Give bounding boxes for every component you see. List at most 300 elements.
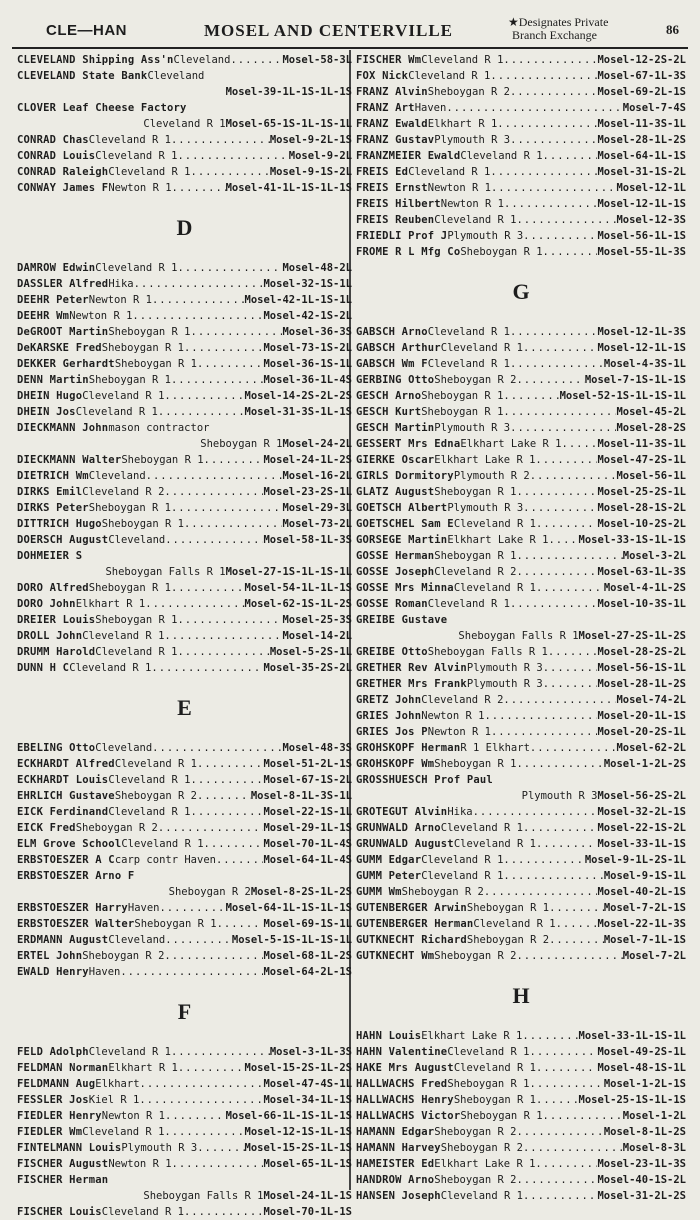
listing-name: CONWAY James F [17, 182, 109, 194]
listing-row [17, 612, 352, 628]
listing-address: Sheboygan R 1 [434, 758, 517, 770]
listing-row [17, 52, 352, 68]
listing-phone: Mosel-54-1L-1L-1S [244, 582, 352, 594]
leader-dots [543, 244, 598, 260]
leader-dots [516, 756, 603, 772]
listing-address: Newton R 1 [440, 198, 504, 210]
listing-phone: Mosel-48-2L [282, 262, 352, 274]
listing-address: Sheboygan R 1 [434, 486, 517, 498]
listing-address: Sheboygan R 1 [101, 518, 184, 530]
listing-phone: Mosel-3-1L-3S [269, 1046, 352, 1058]
listing-phone: Mosel-12-3S [616, 214, 686, 226]
listing-phone: Mosel-9-1S-2L [269, 166, 352, 178]
listing-name: EBELING Otto [17, 742, 96, 754]
listing-name: CONRAD Raleigh [17, 166, 109, 178]
listing-name: GUTENBERGER Herman [356, 918, 474, 930]
leader-dots [543, 1108, 623, 1124]
listing-row [356, 132, 686, 148]
listing-phone: Mosel-70-1L-4S [263, 838, 352, 850]
listing-address: Newton R 1 [427, 182, 491, 194]
leader-dots [204, 836, 264, 852]
listing-phone: Mosel-28-1S-2L [597, 502, 686, 514]
listing-address: Cleveland R 1 [95, 262, 178, 274]
leader-dots [490, 164, 597, 180]
listing-address: Cleveland R 1 [75, 406, 158, 418]
leader-dots [197, 756, 263, 772]
listing-address: Sheboygan R 1 [121, 454, 204, 466]
listing-address: Newton R 1 [108, 1158, 172, 1170]
listing-address: Sheboygan R 2 [401, 886, 484, 898]
listing-address: Sheboygan R 1 [466, 902, 550, 914]
listing-name: GABSCH Arno [356, 326, 428, 338]
leader-dots [204, 452, 264, 468]
listing-row [356, 724, 686, 740]
listing-row [356, 772, 686, 788]
listing-address: Sheboygan R 2 [466, 934, 550, 946]
leader-dots [543, 148, 598, 164]
listing-phone: Mosel-64-1L-1S-1L-1S [225, 902, 352, 914]
listing-row [356, 564, 686, 580]
listing-phone: Mosel-48-1S-1L [597, 1062, 686, 1074]
listing-address: Cleveland R 1 [440, 342, 523, 354]
listing-row [356, 740, 686, 756]
listing-phone: Mosel-58-1L-3S [263, 534, 352, 546]
listing-row [17, 820, 352, 836]
listing-phone: Mosel-12-1L-1S [597, 198, 686, 210]
listing-phone: Mosel-22-1S-2L [597, 822, 686, 834]
listing-name: FIEDLER Wm [17, 1126, 83, 1138]
listing-address: Cleveland R 1 [95, 150, 178, 162]
listing-address: Cleveland R 1 [473, 918, 556, 930]
listing-address: Cleveland R 1 [421, 54, 504, 66]
leader-dots [184, 1204, 264, 1220]
listing-name: DITTRICH Hugo [17, 518, 102, 530]
listing-address: Sheboygan R 1 [200, 438, 283, 450]
listing-address: Sheboygan R 1 [108, 326, 191, 338]
listing-row [356, 388, 686, 404]
listing-row [356, 164, 686, 180]
listing-address: Haven [127, 902, 160, 914]
listing-address: Cleveland R 1 [88, 1046, 171, 1058]
listing-phone: Mosel-11-3S-1L [597, 118, 686, 130]
listing-continuation [17, 116, 352, 132]
listing-row [356, 228, 686, 244]
listing-name: GRIES John [356, 710, 422, 722]
listing-row [17, 420, 352, 436]
listing-phone: Mosel-49-2S-1L [597, 1046, 686, 1058]
listing-address: Plymouth R 3 [447, 230, 524, 242]
listing-name: DROLL John [17, 630, 83, 642]
listing-phone: Mosel-25-2S-1L [597, 486, 686, 498]
listing-address: Sheboygan R 1 [101, 342, 184, 354]
listing-continuation [356, 628, 686, 644]
listing-row [356, 836, 686, 852]
listing-row [17, 132, 352, 148]
listing-address: Hika [447, 806, 473, 818]
listing-row [17, 628, 352, 644]
listing-row [17, 804, 352, 820]
listing-name: HAMANN Harvey [356, 1142, 441, 1154]
listing-name: ERDMANN August [17, 934, 109, 946]
listing-name: DEEHR Peter [17, 294, 89, 306]
leader-dots [504, 196, 597, 212]
listing-row [17, 1140, 352, 1156]
listing-name: GABSCH Arthur [356, 342, 441, 354]
leader-dots [171, 372, 264, 388]
leader-dots [530, 1044, 598, 1060]
leader-dots [516, 548, 622, 564]
listing-name: GESSERT Mrs Edna [356, 438, 461, 450]
leader-dots [164, 628, 282, 644]
listing-address: Cleveland R 1 [453, 1062, 537, 1074]
listing-row [17, 180, 352, 196]
listing-phone: Mosel-28-1L-2S [597, 678, 686, 690]
listing-address: Cleveland [95, 742, 153, 754]
listing-name: DIECKMANN John [17, 422, 109, 434]
listing-row [356, 804, 686, 820]
listing-name: FINTELMANN Louis [17, 1142, 122, 1154]
listing-row [17, 916, 352, 932]
listing-phone: Mosel-12-2S-2L [597, 54, 686, 66]
page-number: 86 [666, 22, 679, 37]
listing-row [17, 1156, 352, 1172]
leader-dots [171, 580, 245, 596]
listing-phone: Mosel-65-1L-1S [263, 1158, 352, 1170]
listing-name: HAMEISTER Ed [356, 1158, 435, 1170]
listing-address: Elkhart [95, 1078, 140, 1090]
listing-row [17, 1108, 352, 1124]
listing-row [356, 852, 686, 868]
listing-phone: Mosel-36-1L-4S [263, 374, 352, 386]
listing-name: EHRLICH Gustave [17, 790, 115, 802]
listing-row [17, 324, 352, 340]
listing-address: Sheboygan R 1 [114, 358, 198, 370]
listing-address: Newton R 1 [69, 310, 133, 322]
leader-dots [120, 964, 263, 980]
listing-phone: Mosel-56-1L-1S [597, 230, 686, 242]
listing-name: HALLWACHS Victor [356, 1110, 461, 1122]
listing-phone: Mosel-28-2S [616, 422, 686, 434]
leader-dots [171, 1044, 270, 1060]
listing-row [356, 84, 686, 100]
listing-row [356, 244, 686, 260]
listing-name: ERBSTOESZER Arno F [17, 870, 135, 882]
listing-phone: Mosel-39-1L-1S-1L-1S [225, 86, 352, 98]
listing-phone: Mosel-55-1L-3S [597, 246, 686, 258]
listing-name: ECKHARDT Louis [17, 774, 109, 786]
listing-address: R 1 Elkhart [460, 742, 530, 754]
leader-dots [510, 324, 598, 340]
listing-phone: Mosel-63-1L-3S [597, 566, 686, 578]
listing-row [356, 196, 686, 212]
listing-name: DeGROOT Martin [17, 326, 109, 338]
listing-phone: Mosel-22-1S-1L [263, 806, 352, 818]
listing-address: Haven [88, 966, 121, 978]
leader-dots [177, 260, 282, 276]
listing-phone: Mosel-14-2S-2L-2S [244, 390, 352, 402]
leader-dots [548, 532, 578, 548]
listing-row [17, 964, 352, 980]
leader-dots [530, 740, 617, 756]
listing-phone: Mosel-33-1L-1S-1L [578, 1030, 686, 1042]
listing-address: Cleveland [108, 534, 166, 546]
leader-dots [184, 340, 264, 356]
listing-row [356, 500, 686, 516]
leader-dots [191, 804, 264, 820]
listing-name: EICK Fred [17, 822, 76, 834]
listing-address: Sheboygan R 1 [88, 374, 171, 386]
listing-name: GOSSE Herman [356, 550, 435, 562]
listing-row [356, 548, 686, 564]
listing-phone: Mosel-69-1S-1L [263, 918, 352, 930]
listing-name: GERBING Otto [356, 374, 435, 386]
listing-name: FRANZ Alvin [356, 86, 428, 98]
leader-dots [510, 84, 598, 100]
listing-name: GOETSCHEL Sam E [356, 518, 454, 530]
section-letter: E [177, 695, 192, 720]
listing-row [17, 836, 352, 852]
listing-phone: Mosel-16-2L [282, 470, 352, 482]
leader-dots [523, 340, 598, 356]
listing-name: GUTKNECHT Wm [356, 950, 435, 962]
listing-phone: Mosel-27-2S-1L-2S [578, 630, 686, 642]
listing-address: Sheboygan Falls R 1 [458, 630, 579, 642]
leader-dots [562, 436, 598, 452]
listing-address: Cleveland R 1 [121, 838, 204, 850]
listing-row [356, 68, 686, 84]
listing-row [17, 900, 352, 916]
listing-address: Cleveland R 1 [108, 806, 191, 818]
listing-name: HAHN Louis [356, 1030, 422, 1042]
listing-address: Cleveland R 2 [421, 694, 504, 706]
listing-phone: Mosel-51-2L-1S [263, 758, 352, 770]
section-letter: G [512, 279, 530, 304]
listing-row [17, 516, 352, 532]
leader-dots [164, 484, 263, 500]
leader-dots [230, 52, 282, 68]
listing-address: Cleveland R 1 [108, 774, 191, 786]
listing-name: FISCHER August [17, 1158, 109, 1170]
listing-phone: Mosel-73-2L [282, 518, 352, 530]
listing-row [356, 1188, 686, 1204]
leader-dots [556, 916, 598, 932]
listing-phone: Mosel-64-1L-4S [263, 854, 352, 866]
listing-address: Cleveland R 1 [434, 214, 517, 226]
listing-name: DEKKER Gerhardt [17, 358, 115, 370]
listing-row [356, 1108, 686, 1124]
listing-address: Sheboygan R 1 [447, 1078, 530, 1090]
listing-address: Cleveland R 1 [95, 646, 178, 658]
listing-name: FELD Adolph [17, 1046, 89, 1058]
listing-address: Plymouth R 3 [466, 662, 543, 674]
listing-name: GOETSCH Albert [356, 502, 448, 514]
listing-name: FREIS Hilbert [356, 198, 441, 210]
listing-address: Cleveland R 1 [108, 166, 191, 178]
listing-name: ERBSTOESZER A C [17, 854, 115, 866]
leader-dots [516, 948, 622, 964]
listing-phone: Mosel-7-1S-1L-1S [584, 374, 686, 386]
leader-dots [152, 740, 282, 756]
listing-address: Sheboygan R 2 [168, 886, 251, 898]
left-column [17, 52, 352, 1220]
listing-address: carp contr Haven [114, 854, 216, 866]
leader-dots [164, 948, 263, 964]
listing-row [356, 484, 686, 500]
listing-row [17, 1044, 352, 1060]
leader-dots [548, 644, 598, 660]
listing-address: Cleveland [88, 470, 146, 482]
listing-row [356, 596, 686, 612]
listing-continuation [17, 1188, 352, 1204]
listing-row [356, 1092, 686, 1108]
listing-row [17, 260, 352, 276]
listing-row [17, 532, 352, 548]
listing-phone: Mosel-24-1L-1S [263, 1190, 352, 1202]
listing-name: DASSLER Alfred [17, 278, 109, 290]
listing-phone: Mosel-45-2L [616, 406, 686, 418]
listing-phone: Mosel-42-1S-2L [263, 310, 352, 322]
listing-phone: Mosel-10-2S-2L [597, 518, 686, 530]
listing-address: Cleveland [147, 70, 205, 82]
leader-dots [503, 404, 616, 420]
listing-name: FISCHER Herman [17, 1174, 109, 1186]
leader-dots [177, 612, 282, 628]
listing-row [356, 1140, 686, 1156]
listing-row [17, 740, 352, 756]
listing-phone: Mosel-31-1S-2L [597, 166, 686, 178]
leader-dots [159, 900, 225, 916]
listing-name: DENN Martin [17, 374, 89, 386]
listing-name: FRANZ Art [356, 102, 415, 114]
listing-phone: Mosel-7-2L [622, 950, 686, 962]
listing-row [356, 1172, 686, 1188]
listing-row [356, 692, 686, 708]
listing-row [17, 1092, 352, 1108]
listing-row [356, 1044, 686, 1060]
listing-address: Plymouth R 3 [121, 1142, 198, 1154]
note-line-1: ★Designates Private [508, 15, 609, 29]
listing-row [356, 404, 686, 420]
leader-dots [151, 660, 263, 676]
listing-row [17, 148, 352, 164]
listing-row [356, 820, 686, 836]
leader-dots [197, 356, 263, 372]
listing-phone: Mosel-36-1S-1L [263, 358, 352, 370]
leader-dots [446, 100, 622, 116]
leader-dots [197, 788, 251, 804]
listing-phone: Mosel-20-1L-1S [597, 710, 686, 722]
listing-row [356, 52, 686, 68]
listing-phone: Mosel-12-1L-3S [597, 326, 686, 338]
listing-address: Sheboygan R 1 [460, 1110, 543, 1122]
listing-phone: Mosel-1-2L-2S [603, 758, 686, 770]
listing-phone: Mosel-65-1S-1L-1S-1L [225, 118, 352, 130]
listing-address: Sheboygan R 1 [95, 614, 178, 626]
listing-phone: Mosel-15-2S-1L-2S [244, 1062, 352, 1074]
listing-name: GABSCH Wm F [356, 358, 428, 370]
leader-dots [158, 404, 245, 420]
listing-address: Sheboygan R 2 [427, 86, 510, 98]
listing-phone: Mosel-64-1L-1S [597, 150, 686, 162]
listing-phone: Mosel-29-3L [282, 502, 352, 514]
page-header [0, 0, 700, 48]
listing-row [17, 932, 352, 948]
listing-address: Sheboygan R 1 [460, 246, 543, 258]
leader-dots [510, 420, 616, 436]
listing-row [17, 388, 352, 404]
listing-address: Sheboygan Falls R 1 [105, 566, 226, 578]
listing-row [17, 548, 352, 564]
listing-name: FRANZMEIER Ewald [356, 150, 461, 162]
listing-address: Cleveland R 1 [453, 838, 537, 850]
listing-row [356, 676, 686, 692]
listing-phone: Mosel-1-2L [622, 1110, 686, 1122]
listing-name: FREIS Reuben [356, 214, 435, 226]
leader-dots [549, 932, 604, 948]
listing-row [17, 164, 352, 180]
listing-row [356, 1076, 686, 1092]
listing-phone: Mosel-64-2L-1S [263, 966, 352, 978]
leader-dots [497, 116, 597, 132]
listing-phone: Mosel-23-1L-3S [597, 1158, 686, 1170]
listing-name: ERTEL John [17, 950, 83, 962]
listing-address: Sheboygan Falls R 1 [427, 646, 548, 658]
listing-address: Plymouth R 3 [447, 502, 524, 514]
listing-address: Cleveland [173, 54, 231, 66]
listing-row [17, 500, 352, 516]
listing-name: GESCH Kurt [356, 406, 422, 418]
listing-name: DIRKS Peter [17, 502, 89, 514]
listing-name: FRIEDLI Prof J [356, 230, 448, 242]
listing-phone: Mosel-67-1L-3S [597, 70, 686, 82]
leader-dots [523, 1140, 623, 1156]
listing-phone: Mosel-9-2L [288, 150, 352, 162]
listing-phone: Mosel-36-3S [282, 326, 352, 338]
listing-row [17, 948, 352, 964]
listing-phone: Mosel-67-1S-2L [263, 774, 352, 786]
listing-address: Elkhart Lake R 1 [434, 1158, 536, 1170]
leader-dots [197, 1140, 244, 1156]
leader-dots [172, 1156, 264, 1172]
listing-address: Newton R 1 [421, 710, 485, 722]
listing-address: Elkhart Lake R 1 [460, 438, 562, 450]
listing-name: FRANZ Ewald [356, 118, 428, 130]
listing-row [356, 324, 686, 340]
listing-address: Plymouth R 3 [466, 678, 543, 690]
page-title: MOSEL AND CENTERVILLE [204, 21, 454, 40]
leader-dots [165, 1108, 226, 1124]
listing-phone: Mosel-29-1L-1S [263, 822, 352, 834]
listing-address: Plymouth R 3 [521, 790, 598, 802]
listing-address: Plymouth R 2 [453, 470, 530, 482]
listing-phone: Mosel-68-1L-2S [263, 950, 352, 962]
listing-name: DeKARSKE Fred [17, 342, 102, 354]
listing-address: mason contractor [108, 422, 210, 434]
listing-phone: Mosel-42-1L-1S-1L [244, 294, 352, 306]
listing-name: CONRAD Chas [17, 134, 89, 146]
listing-name: GRETHER Mrs Frank [356, 678, 467, 690]
listing-row [356, 420, 686, 436]
listing-address: Sheboygan R 2 [440, 1142, 523, 1154]
listing-address: Cleveland R 1 [101, 1206, 184, 1218]
leader-dots [503, 388, 559, 404]
listing-phone: Mosel-31-2L-2S [597, 1190, 686, 1202]
listing-phone: Mosel-33-1L-1S [597, 838, 686, 850]
listing-name: DREIER Louis [17, 614, 96, 626]
listing-address: Elkhart Lake R 1 [421, 1030, 523, 1042]
listing-name: DEEHR Wm [17, 310, 70, 322]
listing-name: CLOVER Leaf Cheese Factory [17, 102, 187, 114]
